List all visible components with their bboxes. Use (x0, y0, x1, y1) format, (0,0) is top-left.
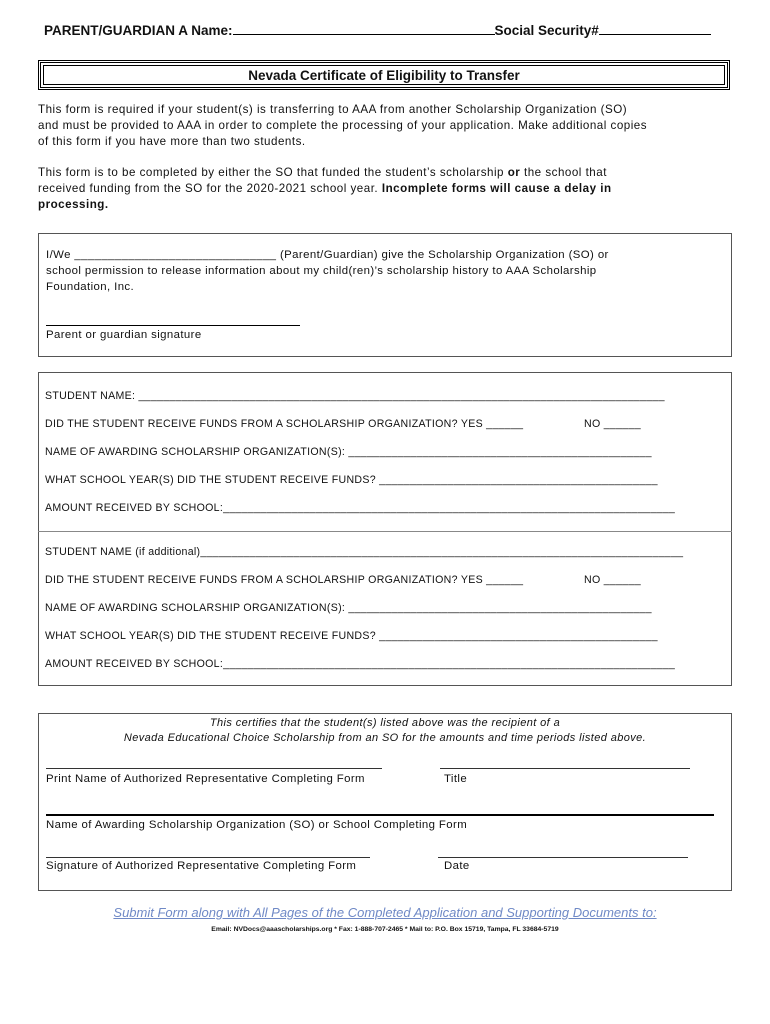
org-name-label: Name of Awarding Scholarship Organization (SO) or School Completing Form (46, 819, 468, 831)
parent-signature-label: Parent or guardian signature (46, 329, 202, 341)
date-field[interactable] (438, 857, 688, 858)
title-box (38, 60, 730, 90)
date-label: Date (444, 860, 470, 872)
student1-name[interactable]: STUDENT NAME: _____________________________________________________________________________________ (45, 390, 665, 402)
ssn-field[interactable] (599, 22, 711, 35)
intro-or: or (507, 166, 521, 179)
intro-line (38, 165, 732, 181)
intro-paragraph-1 (38, 102, 732, 150)
student2-no[interactable]: NO ______ (584, 574, 641, 586)
title-field[interactable] (440, 768, 690, 769)
parent-signature-field[interactable] (46, 325, 300, 326)
student1-no[interactable]: NO ______ (584, 418, 641, 430)
parent-name-field[interactable] (233, 22, 495, 35)
parent-header (44, 22, 711, 38)
student2-name[interactable]: STUDENT NAME (if additional)______________________________________________________________________________ (45, 546, 684, 558)
student1-years[interactable]: WHAT SCHOOL YEAR(S) DID THE STUDENT RECEIVE FUNDS? _____________________________________________ (45, 474, 658, 486)
intro-line: This form is required if your student(s) is transferring to AAA from another Scholarship Organization (SO) (38, 103, 628, 116)
intro-text: the school that (520, 166, 607, 179)
consent-line-1: I/We ______________________________ (Parent/Guardian) give the Scholarship Organization (SO) or (46, 249, 609, 261)
print-name-field[interactable] (46, 768, 382, 769)
intro-paragraph-2 (38, 165, 732, 213)
print-name-label: Print Name of Authorized Representative Completing Form (46, 773, 365, 785)
rep-signature-label: Signature of Authorized Representative Completing Form (46, 860, 357, 872)
contact-footer: Email: NVDocs@aaascholarships.org * Fax: 1-888-707-2465 * Mail to: P.O. Box 15719, Tampa, FL 33684-5719 (211, 926, 559, 933)
intro-text: received funding from the SO for the 2020-2021 school year. (38, 182, 382, 195)
org-name-field[interactable] (46, 814, 714, 816)
certify-line-1: This certifies that the student(s) listed above was the recipient of a (209, 717, 561, 729)
submit-instructions: Submit Form along with All Pages of the Completed Application and Supporting Documents to: (113, 905, 657, 920)
student2-funds-question[interactable]: DID THE STUDENT RECEIVE FUNDS FROM A SCHOLARSHIP ORGANIZATION? YES ______ (45, 574, 524, 586)
title-label: Title (444, 773, 468, 785)
parent-name-label: PARENT/GUARDIAN A Name: (44, 23, 233, 38)
student1-funds-question[interactable]: DID THE STUDENT RECEIVE FUNDS FROM A SCHOLARSHIP ORGANIZATION? YES ______ (45, 418, 524, 430)
student-divider (38, 531, 732, 532)
intro-line (38, 197, 732, 213)
student2-org[interactable]: NAME OF AWARDING SCHOLARSHIP ORGANIZATION(S): _________________________________________________ (45, 602, 652, 614)
intro-text: This form is to be completed by either the SO that funded the student’s scholarship (38, 166, 508, 179)
intro-line: and must be provided to AAA in order to complete the processing of your application. Make additional copies (38, 119, 648, 132)
intro-warning: processing. (38, 198, 109, 211)
intro-line (38, 181, 732, 197)
student1-org[interactable]: NAME OF AWARDING SCHOLARSHIP ORGANIZATION(S): _________________________________________________ (45, 446, 652, 458)
consent-line-3: Foundation, Inc. (46, 281, 135, 293)
consent-line-2: school permission to release information about my child(ren)’s scholarship history to AAA Scholarship (46, 265, 597, 277)
intro-line: of this form if you have more than two students. (38, 135, 306, 148)
ssn-label: Social Security# (494, 23, 599, 38)
student2-years[interactable]: WHAT SCHOOL YEAR(S) DID THE STUDENT RECEIVE FUNDS? _____________________________________________ (45, 630, 658, 642)
certify-line-2: Nevada Educational Choice Scholarship from an SO for the amounts and time periods listed above. (123, 732, 647, 744)
intro-warning: Incomplete forms will cause a delay in (381, 182, 612, 195)
student2-amount[interactable]: AMOUNT RECEIVED BY SCHOOL:_________________________________________________________________________ (45, 658, 676, 670)
rep-signature-field[interactable] (46, 857, 370, 858)
student1-amount[interactable]: AMOUNT RECEIVED BY SCHOOL:_________________________________________________________________________ (45, 502, 676, 514)
page-title: Nevada Certificate of Eligibility to Transfer (248, 67, 520, 83)
